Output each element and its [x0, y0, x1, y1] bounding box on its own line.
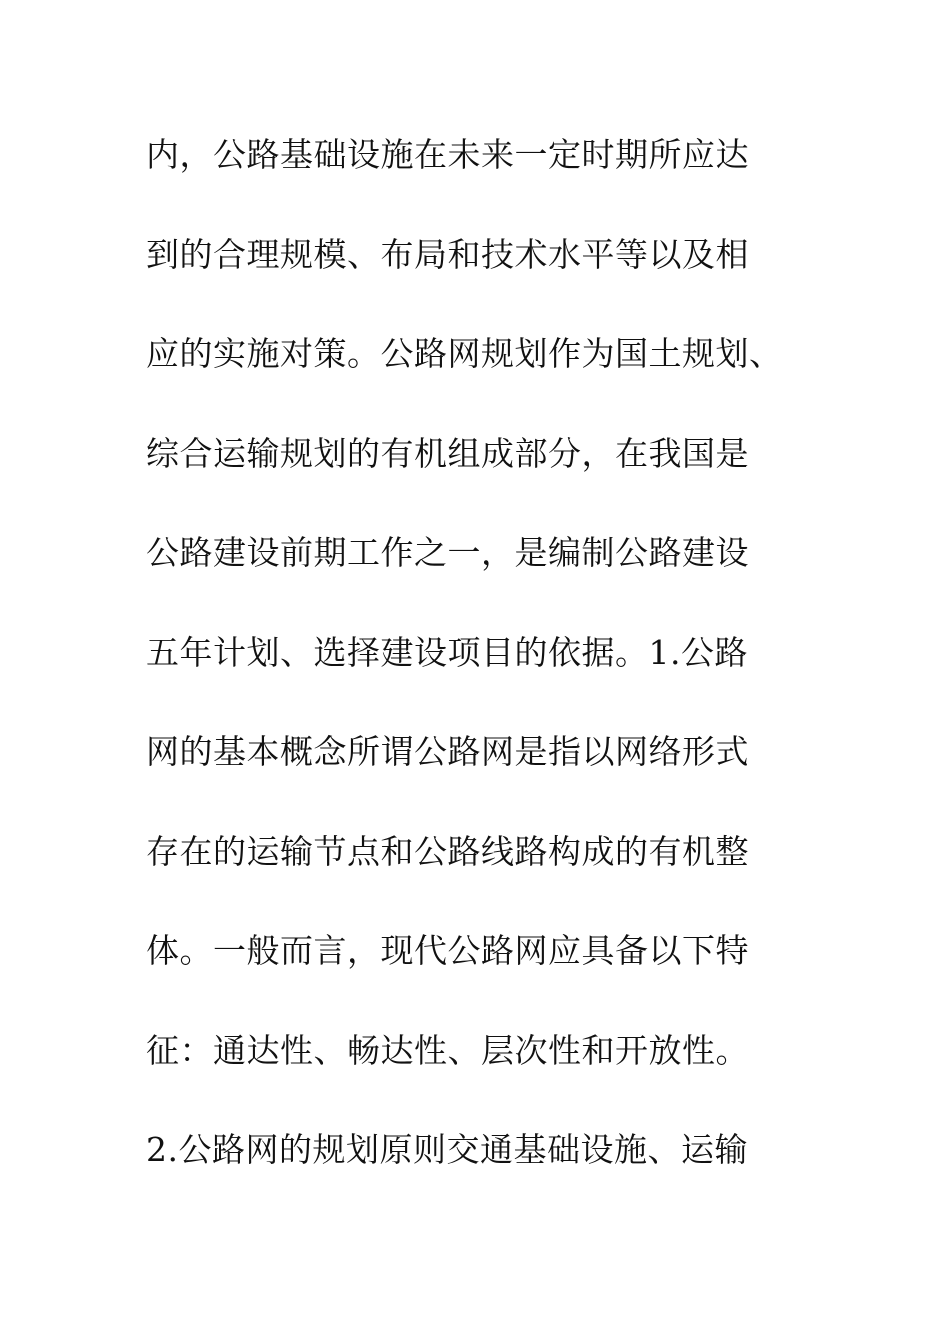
text-line-1: 内，公路基础设施在未来一定时期所应达	[146, 135, 749, 174]
text-line-10: 征：通达性、畅达性、层次性和开放性。	[146, 1030, 749, 1070]
text-line-5: 公路建设前期工作之一，是编制公路建设	[146, 533, 749, 572]
text-line-4: 综合运输规划的有机组成部分，在我国是	[146, 433, 749, 473]
text-line-7: 网的基本概念所谓公路网是指以网络形式	[146, 732, 749, 771]
text-line-11: 2.公路网的规划原则交通基础设施、运输	[146, 1130, 748, 1169]
text-line-9: 体。一般而言，现代公路网应具备以下特	[146, 931, 749, 970]
text-line-6: 五年计划、选择建设项目的依据。1.公路	[146, 632, 748, 672]
text-line-8: 存在的运输节点和公路线路构成的有机整	[146, 831, 749, 871]
text-line-3: 应的实施对策。公路网规划作为国土规划、	[146, 334, 783, 373]
body-text	[146, 125, 846, 1220]
text-line-2: 到的合理规模、布局和技术水平等以及相	[146, 234, 749, 274]
